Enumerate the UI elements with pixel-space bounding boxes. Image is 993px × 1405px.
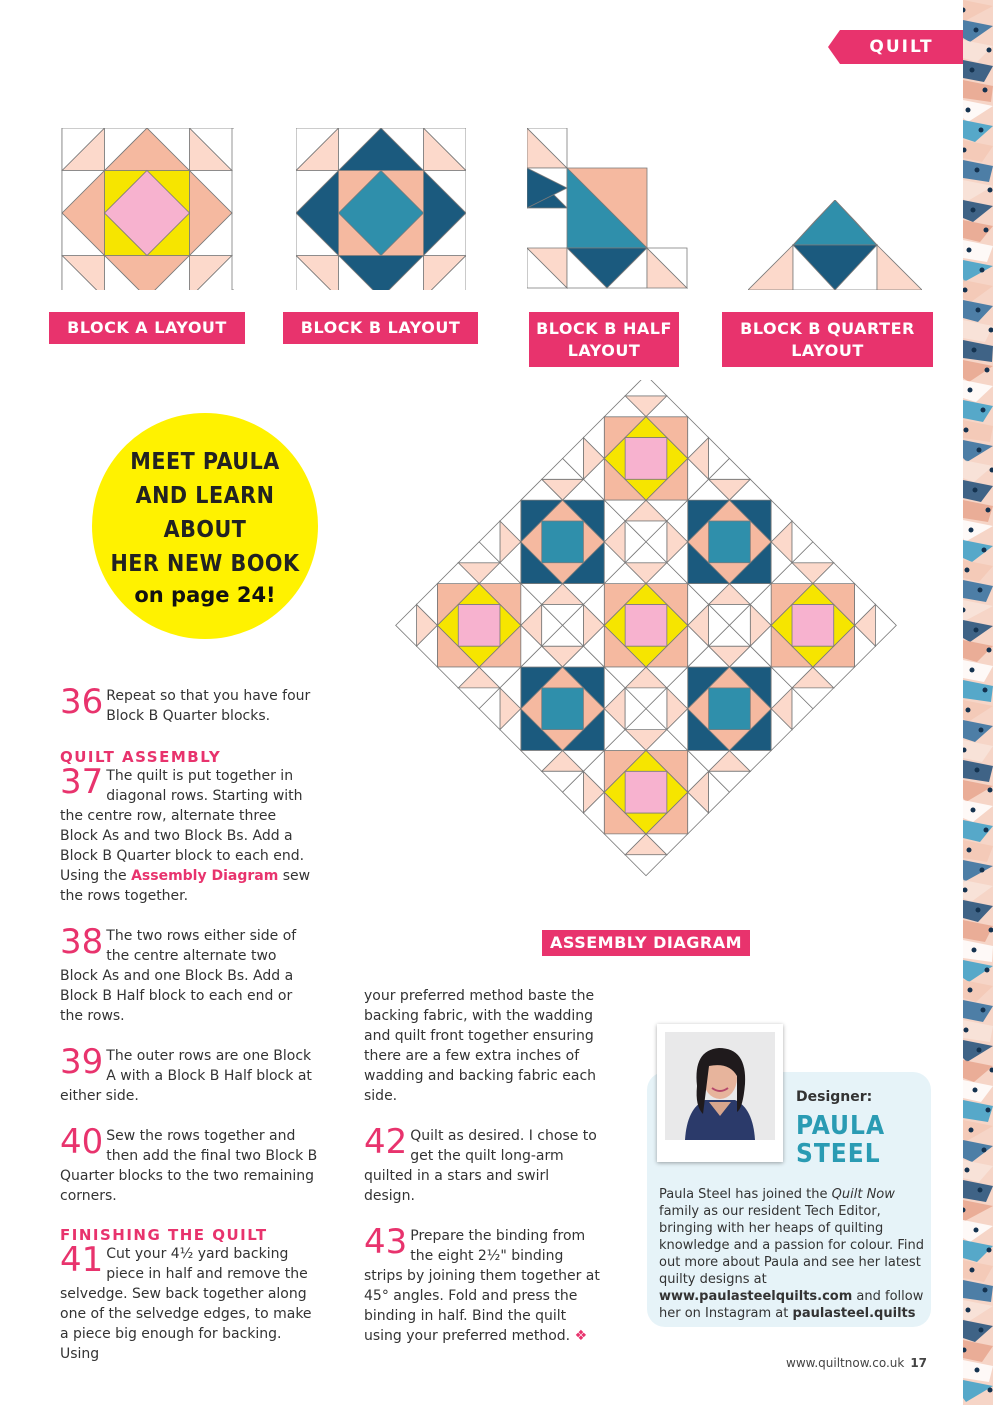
- block-b-half-diagram: [527, 128, 691, 290]
- instructions-column-left: [60, 682, 318, 1364]
- bio-text: Paula Steel has joined the: [659, 1187, 832, 1202]
- step-42: [364, 1122, 600, 1206]
- designer-website-link[interactable]: www.paulasteelquilts.com: [659, 1289, 853, 1304]
- designer-label: Designer:: [796, 1089, 873, 1105]
- step-36: [60, 682, 318, 726]
- designer-instagram-link[interactable]: paulasteel.quilts: [792, 1306, 916, 1321]
- bio-text: and follow her on Instagram at: [659, 1289, 924, 1321]
- step-number: 40: [60, 1122, 104, 1162]
- end-mark-icon: ❖: [574, 1328, 588, 1344]
- step-40: [60, 1122, 318, 1206]
- step-text: Cut your 4½ yard backing piece in half and remove the selvedge. Sew back together along one of the selvedge edges, to make a piece big enough for backing. Using: [60, 1246, 312, 1362]
- step-number: 42: [364, 1122, 408, 1162]
- promo-page-ref: on page 24!: [134, 583, 276, 607]
- block-a-diagram: [60, 128, 234, 290]
- designer-bio: [659, 1186, 929, 1322]
- block-b-quarter-label: [722, 312, 933, 367]
- assembly-diagram-label: ASSEMBLY DIAGRAM: [542, 930, 750, 956]
- designer-name: [796, 1112, 885, 1168]
- assembly-diagram: [366, 380, 926, 920]
- step-text: The quilt is put together in diagonal rows. Starting with the centre row, alternate three Block As and two Block Bs. Add a Block B Quarter block to each end. Using the: [60, 768, 305, 884]
- promo-line-1: MEET PAULA: [130, 449, 280, 475]
- step-number: 38: [60, 922, 104, 962]
- step-38: [60, 922, 318, 1026]
- block-b-quarter-label-line1: BLOCK B QUARTER: [740, 318, 915, 338]
- step-text: Repeat so that you have four Block B Quarter blocks.: [106, 688, 311, 724]
- section-tag: QUILT: [840, 30, 963, 64]
- book-promo-badge[interactable]: [92, 413, 318, 639]
- step-text: Quilt as desired. I chose to get the quilt long-arm quilted in a stars and swirl design.: [364, 1128, 597, 1204]
- instructions-column-middle: [364, 986, 600, 1346]
- step-number: 43: [364, 1222, 408, 1262]
- designer-last-name: STEEL: [796, 1139, 881, 1169]
- designer-first-name: PAULA: [796, 1111, 886, 1141]
- step-41: [60, 1240, 318, 1364]
- step-41-continued: your preferred method baste the backing fabric, with the wadding and quilt front together ensuring there are a few extra inches of wadding and backing fabric each side.: [364, 988, 597, 1104]
- step-text: Prepare the binding from the eight 2½" binding strips by joining them together at 45° angles. Fold and press the binding in half. Bind the quilt using your preferred method.: [364, 1228, 600, 1344]
- step-text: Sew the rows together and then add the final two Block B Quarter blocks to the two remaining corners.: [60, 1128, 318, 1204]
- fabric-strip: [963, 0, 993, 1405]
- step-text: The two rows either side of the centre alternate two Block As and one Block Bs. Add a Block B Half block to each end or the rows.: [60, 928, 297, 1024]
- step-39: [60, 1042, 318, 1106]
- assembly-diagram-link[interactable]: Assembly Diagram: [131, 868, 279, 884]
- step-43: [364, 1222, 600, 1346]
- block-b-half-label: [529, 312, 679, 367]
- block-b-half-label-line1: BLOCK B HALF: [536, 318, 672, 338]
- block-b-diagram: [296, 128, 466, 290]
- magazine-name: Quilt Now: [831, 1187, 895, 1202]
- block-b-half-label-line2: LAYOUT: [567, 340, 641, 360]
- heading-quilt-assembly: QUILT ASSEMBLY: [60, 748, 222, 766]
- bio-text: family as our resident Tech Editor, bringing with her heaps of quilting knowledge and a passion for colour. Find out more about Paula and see her latest quilty designs at: [659, 1204, 924, 1287]
- page-number: 17: [910, 1356, 928, 1370]
- step-text: sew the rows together.: [60, 868, 311, 904]
- footer-url[interactable]: www.quiltnow.co.uk: [786, 1356, 905, 1370]
- step-number: 39: [60, 1042, 104, 1082]
- step-number: 36: [60, 682, 104, 722]
- heading-finishing-the-quilt: FINISHING THE QUILT: [60, 1226, 268, 1244]
- block-b-quarter-label-line2: LAYOUT: [791, 340, 864, 360]
- promo-line-2: AND LEARN ABOUT: [135, 483, 275, 543]
- block-b-quarter-diagram: [748, 200, 922, 290]
- step-number: 37: [60, 762, 104, 802]
- step-number: 41: [60, 1240, 104, 1280]
- page-footer: [786, 1356, 927, 1370]
- promo-line-3: HER NEW BOOK: [110, 551, 300, 577]
- block-b-label: BLOCK B LAYOUT: [283, 312, 478, 344]
- step-37: [60, 762, 318, 906]
- designer-photo: [657, 1024, 783, 1162]
- step-text: The outer rows are one Block A with a Block B Half block at either side.: [60, 1048, 312, 1104]
- block-a-label: BLOCK A LAYOUT: [49, 312, 245, 344]
